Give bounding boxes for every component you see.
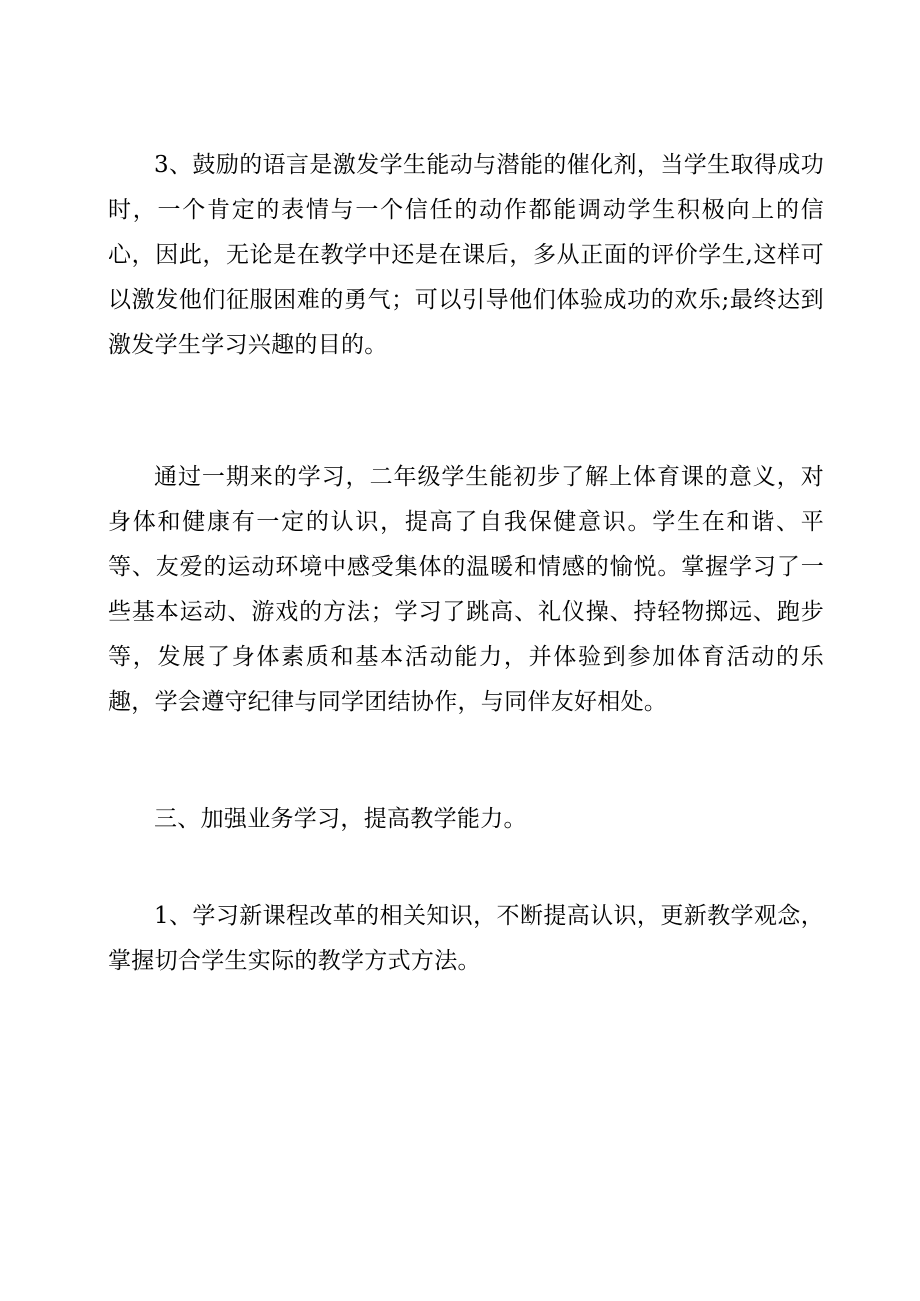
paragraph-semester-summary: 通过一期来的学习，二年级学生能初步了解上体育课的意义，对身体和健康有一定的认识，提高了自我保健意识。学生在和谐、平等、友爱的运动环境中感受集体的温暖和情感的愉悦。掌握学习了一些基本运动、游戏的方法；学习了跳高、礼仪操、持轻物掷远、跑步等，发展了身体素质和基本活动能力，并体验到参加体育活动的乐趣，学会遵守纪律与同学团结协作，与同伴友好相处。 xyxy=(108,464,824,715)
section-heading-professional-learning: 三、加强业务学习，提高教学能力。 xyxy=(154,806,527,832)
paragraph-encouraging-language: 3、鼓励的语言是激发学生能动与潜能的催化剂，当学生取得成功时，一个肯定的表情与一个信任的动作都能调动学生积极向上的信心，因此，无论是在教学中还是在课后，多从正面的评价学生,这样可以激发他们征服困难的勇气；可以引导他们体验成功的欢乐;最终达到激发学生学习兴趣的目的。 xyxy=(108,152,824,358)
paragraph-curriculum-reform: 1、学习新课程改革的相关知识，不断提高认识，更新教学观念，掌握切合学生实际的教学方式方法。 xyxy=(108,903,824,974)
